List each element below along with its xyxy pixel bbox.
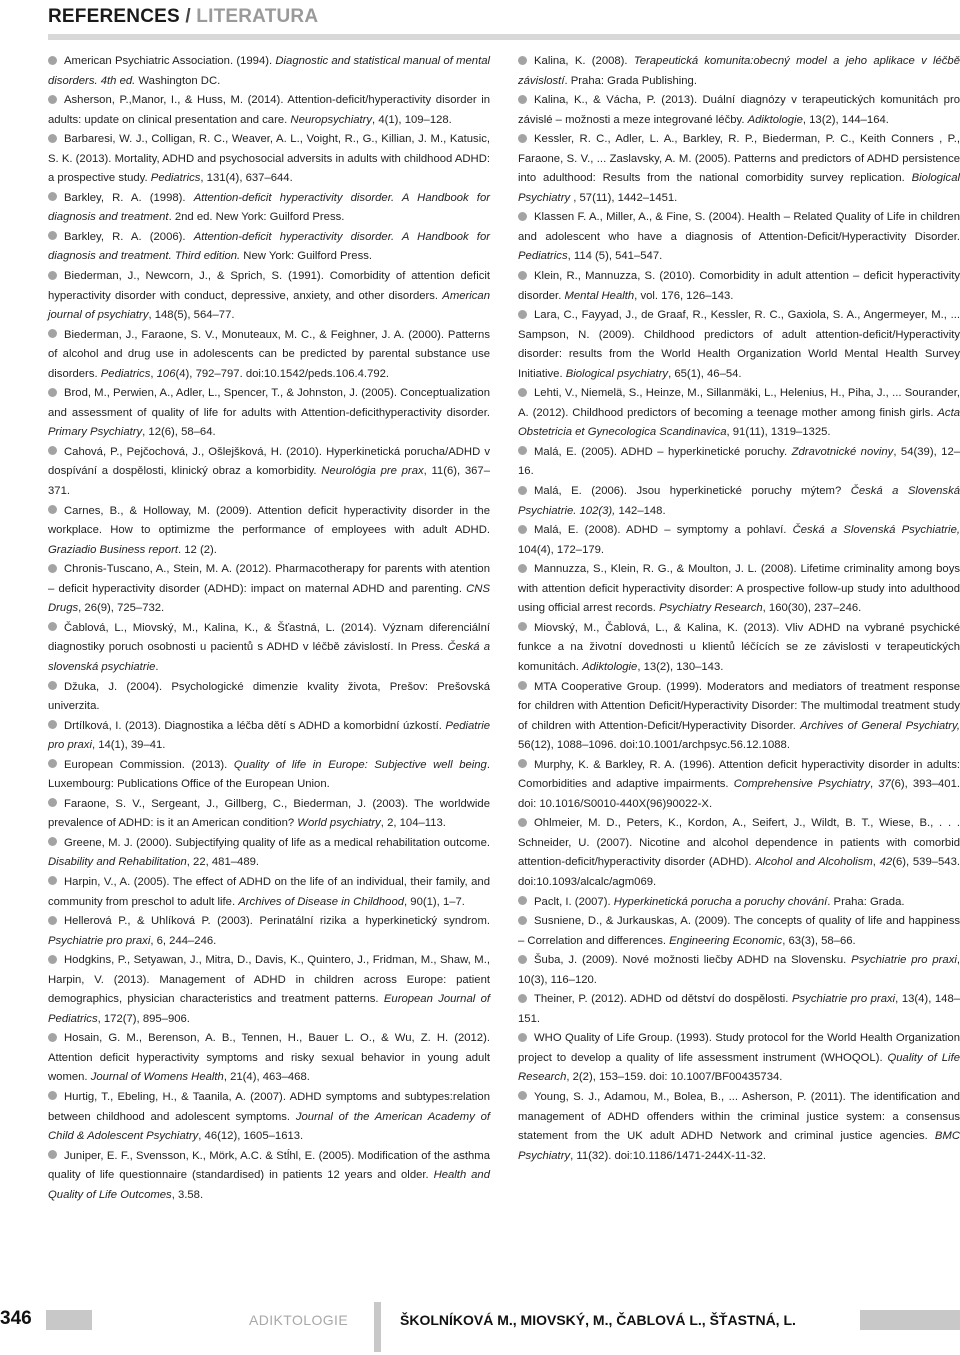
reference-segment: , 46(12), 1605–1613. [198,1130,304,1143]
reference-segment: Klein, R., Mannuzza, S. (2010). Comorbidity in adult attention – deficit hyperactivity disorder. [518,270,960,302]
reference-italic-segment: Attention-deficit hyperactivity disorder. A Handbook for diagnosis and treatment. Third edition. [48,230,490,263]
reference-segment: Hurtig, T., Ebeling, H., & Taanila, A. (2007). ADHD symptoms and subtypes:relation between childhood and adolescent symptoms. [48,1090,490,1123]
reference-italic-segment: American journal of psychiatry [48,289,490,322]
reference-entry [48,326,490,385]
reference-segment: Biederman, J., Newcorn, J., & Sprich, S. (1991). Comorbidity of attention deficit hyperactivity disorder with conduct, depressive, anxiety, and other disorders. [48,270,490,302]
reference-segment: , 13(4), 148–151. [518,993,960,1025]
reference-segment: , 21(4), 463–468. [223,1071,310,1084]
bullet-icon [48,876,57,885]
reference-segment: , 2(2), 153–159. doi: 10.1007/BF00435734. [566,1071,783,1084]
bullet-icon [518,818,527,827]
footer-divider [374,1302,381,1352]
reference-italic-segment: Terapeutická komunita:obecný model a jeho aplikace v léčbě závislostí [518,55,960,87]
reference-segment: Asherson, P.,Manor, I., & Huss, M. (2014). Attention-deficit/hyperactivity disorder in adults: update on clinical presentation and care. [48,94,490,126]
page-number: 346 [0,1308,32,1329]
reference-segment: , 22, 481–489. [186,856,260,869]
reference-entry [48,267,490,326]
reference-segment: . 2nd ed. New York: Guilford Press. [168,211,345,224]
bullet-icon [48,271,57,280]
reference-italic-segment: Česká a Slovenská Psychiatrie. 102(3), [518,485,960,517]
reference-segment: American Psychiatric Association. (1994). [64,55,276,67]
reference-entry [518,384,960,443]
bullet-icon [518,916,527,925]
reference-italic-segment: Disability and Rehabilitation [48,856,187,869]
reference-italic-segment: Attention-deficit hyperactivity disorder. A Handbook for diagnosis and treatment [48,191,490,224]
reference-entry [518,208,960,267]
reference-entry [48,619,490,678]
reference-italic-segment: Diagnostic and statistical manual of mental disorders. 4th ed. [48,55,491,87]
reference-segment: . Luxembourg: Publications Office of the European Union. [48,758,490,791]
bullet-icon [518,1091,527,1100]
reference-segment: , 63(3), 58–66. [782,934,856,947]
reference-segment: Barkley, R. A. (1998). [64,191,194,204]
reference-italic-segment: Česká a Slovenská Psychiatrie, [792,524,960,537]
bullet-icon [518,271,527,280]
reference-segment: Lehti, V., Niemelä, S., Heinze, M., Sillanmäki, L., Helenius, H., Piha, J., ... Sourander, A. (2012). Childhood predictors of becoming a teenage mother among finish girls. [518,387,960,419]
reference-segment: 104(4), 172–179. [518,543,605,556]
reference-segment: , 54(39), 12–16. [518,445,960,478]
reference-entry [48,228,490,267]
reference-segment: Barbaresi, W. J., Colligan, R. C., Weaver, A. L., Voight, R., G., Killian, J. M., Katusic, S. K. (2013). Mortality, ADHD and psychosocial adversits in adults with childhood ADHD: a prospective study. [48,133,490,185]
reference-entry [48,130,490,189]
bullet-icon [518,95,527,104]
reference-entry [518,130,960,208]
bullet-icon [518,388,527,397]
reference-segment: Ohlmeier, M. D., Peters, K., Kordon, A., Seifert, J., Wildt, B. T., Wiese, B., . . . Schneider, U. (2007). Nicotine and alcohol dependence in patients with comorbid attention-deficit/hyperactivity disorder (ADHD). [518,817,960,869]
reference-italic-segment: World psychiatry [297,817,381,830]
reference-segment: . Praha: Grada Publishing. [564,74,697,87]
reference-italic-segment: Graziadio Business report [48,543,178,556]
reference-italic-segment: Neurológia pre prax [321,465,424,478]
reference-entry [48,1088,490,1147]
bullet-icon [48,231,57,240]
header-subtitle: LITERATURA [196,6,319,27]
reference-segment: , 13(2), 144–164. [802,113,889,126]
bullet-icon [518,759,527,768]
reference-entry [48,678,490,717]
reference-segment: , 148(5), 564–77. [148,309,235,322]
reference-segment: Hodgkins, P., Setyawan, J., Mitra, D., Davis, K., Quintero, J., Fridman, M., Shaw, M., Harpin, V. (2013). Management of ADHD in children across Europe: patient demographics, physician characteristics and treatment patterns. [48,954,490,1006]
bullet-icon [48,192,57,201]
reference-segment: Barkley, R. A. (2006). [64,230,194,243]
reference-italic-segment: Biological Psychiatry [518,172,960,204]
reference-segment: (6), 539–543. doi:10.1093/alcalc/agm069. [518,856,960,888]
reference-segment: , 10(3), 116–120. [518,954,960,986]
reference-entry [518,52,960,91]
reference-entry [48,443,490,502]
reference-entry [48,873,490,912]
bullet-icon [48,446,57,455]
reference-segment: Murphy, K. & Barkley, R. A. (1996). Attention deficit hyperactivity disorder in adults: Comorbidities and adaptive impairments. [518,758,960,791]
reference-entry [48,502,490,561]
reference-segment: , 12(6), 58–64. [142,426,216,439]
reference-entry [518,267,960,306]
reference-entry [518,91,960,130]
reference-segment: Paclt, I. (2007). [534,895,614,908]
reference-italic-segment: Česká a slovenská psychiatrie [48,641,490,673]
bullet-icon [48,564,57,573]
bullet-icon [48,134,57,143]
bullet-icon [48,720,57,729]
bullet-icon [48,681,57,690]
reference-segment: 142–148. [615,504,666,517]
bullet-icon [518,525,527,534]
reference-italic-segment: Primary Psychiatry [48,426,143,439]
reference-segment: , [872,856,880,869]
bullet-icon [518,1033,527,1042]
bullet-icon [518,564,527,573]
reference-segment: , 131(4), 637–644. [200,172,293,185]
reference-segment: , vol. 176, 126–143. [634,289,734,302]
reference-entry [518,990,960,1029]
reference-entry [518,443,960,482]
reference-italic-segment: Psychiatrie pro praxi [791,993,896,1006]
reference-entry [518,482,960,521]
reference-italic-segment: Journal of Womens Health [90,1071,224,1084]
reference-segment: , 6, 244–246. [150,934,217,947]
reference-entry [518,678,960,756]
reference-segment: . 12 (2). [177,543,217,556]
reference-entry [518,756,960,815]
reference-segment: European Commission. (2013). [64,758,234,771]
reference-entry [48,1029,490,1088]
reference-italic-segment: Mental Health [564,289,635,302]
footer-bar-right [860,1310,960,1330]
reference-segment: Faraone, S. V., Sergeant, J., Gillberg, C., Biederman, J. (2003). The worldwide prevalence of ADHD: is it an American condition? [48,797,490,830]
reference-segment: Chronis-Tuscano, A., Stein, M. A. (2012). Pharmacotherapy for parents with atention – deficit hyperactivity disorder (ADHD): impact on maternal ADHD and parenting. [48,563,490,595]
reference-italic-segment: BMC Psychiatry [518,1130,960,1162]
reference-italic-segment: 42 [879,856,893,869]
reference-segment: Džuka, J. (2004). Psychologické dimenzie kvality života, Prešov: Prešovská univerzita. [48,680,490,713]
bullet-icon [48,798,57,807]
reference-segment: Juniper, E. F., Svensson, K., Mörk, A.C. & Stĺhl, E. (2005). Modification of the asthma quality of life questionnaire (standardised) in patients 12 years and older. [48,1149,490,1182]
bullet-icon [518,446,527,455]
reference-italic-segment: Hyperkinetická porucha a poruchy chování [613,895,828,908]
header-title: REFERENCES [48,6,180,27]
bullet-icon [48,95,57,104]
reference-segment: , [150,367,157,380]
reference-segment: . [155,660,159,673]
reference-entry [48,717,490,756]
reference-italic-segment: Adiktologie [747,113,803,126]
bullet-icon [518,955,527,964]
reference-segment: Kessler, R. C., Adler, L. A., Barkley, R. P., Biederman, P. C., Keith Conners , P., Faraone, S. V., ... Zaslavsky, A. M. (2005). Patterns and predictors of ADHD persistence into adulthood: Results from the national comorbidity survey replication. [518,133,960,185]
reference-italic-segment: Pediatrics [518,250,568,263]
reference-italic-segment: Quality of Life Research [518,1051,960,1084]
reference-segment: Greene, M. J. (2000). Subjectifying quality of life as a medical rehabilitation outcome. [64,836,490,849]
reference-italic-segment: Alcohol and Alcoholism [755,856,873,869]
reference-entry [48,52,490,91]
reference-segment: , 14(1), 39–41. [91,739,166,752]
bullet-icon [48,759,57,768]
reference-segment: Malá, E. (2005). ADHD – hyperkinetické poruchy. [534,445,792,458]
bullet-icon [48,1150,57,1159]
reference-italic-segment: Pediatrics [150,172,201,185]
reference-entry [518,814,960,892]
bullet-icon [518,212,527,221]
reference-entry [48,384,490,443]
reference-italic-segment: CNS Drugs [48,582,490,615]
reference-italic-segment: 37 [878,778,891,791]
reference-segment: , 26(9), 725–732. [78,602,165,615]
page-header [48,6,318,28]
reference-entry [518,619,960,678]
reference-segment: Mannuzza, S., Klein, R. G., & Moulton, J. L. (2008). Lifetime criminality among boys with attention deficit hyperactivity disorder: A prospective follow-up study into adulthood using official arrest records. [518,563,960,615]
reference-segment: 56(12), 1088–1096. doi:10.1001/archpsyc.56.12.1088. [518,739,790,752]
reference-segment: Šuba, J. (2009). Nové možnosti liečby ADHD na Slovensku. [534,954,852,967]
reference-segment: . Praha: Grada. [827,895,905,908]
reference-segment: , 160(30), 237–246. [762,602,862,615]
reference-segment: Miovský, M., Čablová, L., & Kalina, K. (2013). Vliv ADHD na vybrané psychické funkce a na životní dovednosti u klientů léčících se ze závislosti v terapeutických komunitách. [518,621,960,673]
reference-italic-segment: Engineering Economic [669,934,783,947]
reference-italic-segment: Archives of Disease in Childhood [238,895,405,908]
reference-segment: (6), 393–401. doi: 10.1016/S0010-440X(96)90022-X. [518,778,960,810]
reference-entry [518,893,960,913]
references-right-column [518,52,960,1166]
bullet-icon [48,1033,57,1042]
reference-italic-segment: European Journal of Pediatrics [48,993,490,1025]
reference-italic-segment: Pediatrie pro praxi [48,719,490,752]
reference-segment: Hellerová P., & Uhlíková P. (2003). Perinatální rizika a hyperkinetický syndrom. [64,915,490,928]
reference-italic-segment: Zdravotnické noviny [791,445,894,458]
reference-segment: WHO Quality of Life Group. (1993). Study protocol for the World Health Organization project to develop a quality of life assessment instrument (WHOQOL). [518,1032,960,1064]
reference-segment: Young, S. J., Adamou, M., Bolea, B., ... Asherson, P. (2011). The identification and management of ADHD offenders within the criminal justice system: a consensus statement from the UK adult ADHD Network and criminal justice agencies. [518,1090,960,1143]
reference-segment: Hosain, G. M., Berenson, A. B., Tennen, H., Bauer L. O., & Wu, Z. H. (2012). Attention deficit hyperactivity symptoms and risky sexual behavior in young adult women. [48,1032,490,1084]
reference-segment: Lara, C., Fayyad, J., de Graaf, R., Kessler, R. C., Gaxiola, S. A., Angermeyer, M., ... Sampson, N. (2009). Childhood predictors of adult attention-deficit/Hyperactivity disorder: results from the World Health Organization World Mental Health Survey Initiative. [518,309,960,380]
reference-italic-segment: Psychiatrie pro praxi [48,934,151,947]
bullet-icon [48,837,57,846]
reference-segment: Cahová, P., Pejčochová, J., Ošlejšková, H. (2010). Hyperkinetická porucha/ADHD v dospívání a dospělosti, klinický obraz a komorbidity. [48,445,490,478]
reference-entry [48,560,490,619]
reference-segment: New York: Guilford Press. [240,250,373,263]
references-left-column [48,52,490,1205]
reference-entry [518,521,960,560]
reference-italic-segment: Archives of General Psychiatry, [800,719,960,732]
reference-italic-segment: Journal of the American Academy of Child & Adolescent Psychiatry [48,1110,490,1143]
bullet-icon [48,388,57,397]
reference-segment: , 13(2), 130–143. [637,660,724,673]
bullet-icon [48,622,57,631]
reference-italic-segment: Psychiatrie pro praxi [851,954,957,967]
reference-italic-segment: Biological psychiatry [565,367,669,380]
bullet-icon [48,56,57,65]
reference-segment: Kalina, K. (2008). [534,55,634,67]
reference-segment: , 11(6), 367–371. [48,465,490,498]
reference-segment: Malá, E. (2008). ADHD – symptomy a pohlaví. [534,524,793,537]
reference-segment: , 114 (5), 541–547. [567,250,663,263]
reference-italic-segment: Psychiatry Research [659,602,763,615]
bullet-icon [48,505,57,514]
reference-entry [518,951,960,990]
reference-entry [48,834,490,873]
reference-segment: , 65(1), 46–54. [668,367,742,380]
reference-segment: Susniene, D., & Jurkauskas, A. (2009). The concepts of quality of life and happiness – Correlation and differences. [518,915,960,947]
bullet-icon [48,329,57,338]
reference-italic-segment: Health and Quality of Life Outcomes [48,1169,490,1201]
reference-segment: , 172(7), 895–906. [97,1012,190,1025]
bullet-icon [518,994,527,1003]
reference-entry [48,951,490,1029]
bullet-icon [518,56,527,65]
reference-segment: Carnes, B., & Holloway, M. (2009). Attention deficit hyperactivity disorder in the workplace. How to optimizme the performance of employees with adult ADHD. [48,504,490,537]
reference-segment: Malá, E. (2006). Jsou hyperkinetické poruchy mýtem? [534,485,851,498]
reference-segment: Brod, M., Perwien, A., Adler, L., Spencer, T., & Johnston, J. (2005). Conceptualization and assessment of quality of life for adults with Attention-deficithyperactivity disorder. [48,387,490,419]
reference-segment: , 57(11), 1442–1451. [570,191,678,204]
reference-segment: , 3.58. [171,1188,204,1201]
bullet-icon [518,896,527,905]
reference-italic-segment: Adiktologie [582,660,638,673]
bullet-icon [518,310,527,319]
reference-entry [518,1029,960,1088]
reference-segment: Čablová, L., Miovský, M., Kalina, K., & Šťastná, L. (2014). Význam diferenciální diagnostiky poruch osobnosti u pacientů s ADHD v léčbě závislostí. In Press. [48,621,490,654]
reference-segment: , 11(32). doi:10.1186/1471-244X-11-32. [570,1149,767,1162]
footer-journal-name: ADIKTOLOGIE [249,1312,349,1328]
reference-entry [518,912,960,951]
reference-entry [518,560,960,619]
reference-segment: , 2, 104–113. [380,817,446,830]
header-rule [48,34,960,40]
reference-segment: Biederman, J., Faraone, S. V., Monuteaux, M. C., & Feighner, J. A. (2000). Patterns of alcohol and drug use in adolescents can be predicted by parental substance use disorders. [48,328,490,380]
reference-segment: Drtílková, I. (2013). Diagnostika a léčba dětí s ADHD a komorbidní úzkostí. [64,719,446,732]
bullet-icon [518,681,527,690]
reference-entry [48,795,490,834]
reference-entry [518,1088,960,1166]
reference-italic-segment: 106 [156,367,176,380]
bullet-icon [518,486,527,495]
reference-entry [48,189,490,228]
bullet-icon [48,1091,57,1100]
reference-italic-segment: Pediatrics [100,367,151,380]
reference-segment: , 90(1), 1–7. [404,895,465,908]
bullet-icon [48,916,57,925]
reference-segment: Kalina, K., & Vácha, P. (2013). Duální diagnózy v terapeutických komunitách pro závislé – možnosti a meze integrované léčby. [518,94,960,126]
reference-segment: , [870,778,879,791]
reference-segment: Klassen F. A., Miller, A., & Fine, S. (2004). Health – Related Quality of Life in children and adolescent who have a diagnosis of Attention-Deficit/Hyperactivity Disorder. [518,211,960,243]
reference-entry [48,91,490,130]
reference-entry [48,912,490,951]
reference-entry [48,1147,490,1206]
header-separator: / [179,6,197,27]
reference-italic-segment: Neuropsychiatry [290,113,373,126]
reference-italic-segment: Comprehensive Psychiatry [733,778,871,791]
reference-segment: Harpin, V., A. (2005). The effect of ADHD on the life of an individual, their family, and community from preschol to adult life. [48,875,490,908]
reference-segment: , 91(11), 1319–1325. [726,426,831,439]
reference-segment: MTA Cooperative Group. (1999). Moderators and mediators of treatment response for children with Attention Deficit/Hyperactivity Disorder: The multimodal treatment study of children with Attention-Deficit/Hyperactivity Disorder. [518,680,960,732]
reference-italic-segment: Acta Obstetricia et Gynecologica Scandinavica [518,406,960,439]
bullet-icon [48,955,57,964]
reference-segment: Washington DC. [135,74,221,87]
bullet-icon [518,622,527,631]
reference-italic-segment: Quality of life in Europe: Subjective well being [233,758,487,771]
footer-bar-left [46,1310,92,1330]
bullet-icon [518,134,527,143]
reference-entry [518,306,960,384]
reference-segment: Theiner, P. (2012). ADHD od dětství do dospělosti. [534,993,792,1006]
footer-authors: ŠKOLNÍKOVÁ M., MIOVSKÝ, M., ČABLOVÁ L., ŠŤASTNÁ, L. [400,1312,796,1328]
reference-segment: (4), 792–797. doi:10.1542/peds.106.4.792. [175,367,390,380]
reference-entry [48,756,490,795]
reference-segment: , 4(1), 109–128. [372,113,452,126]
